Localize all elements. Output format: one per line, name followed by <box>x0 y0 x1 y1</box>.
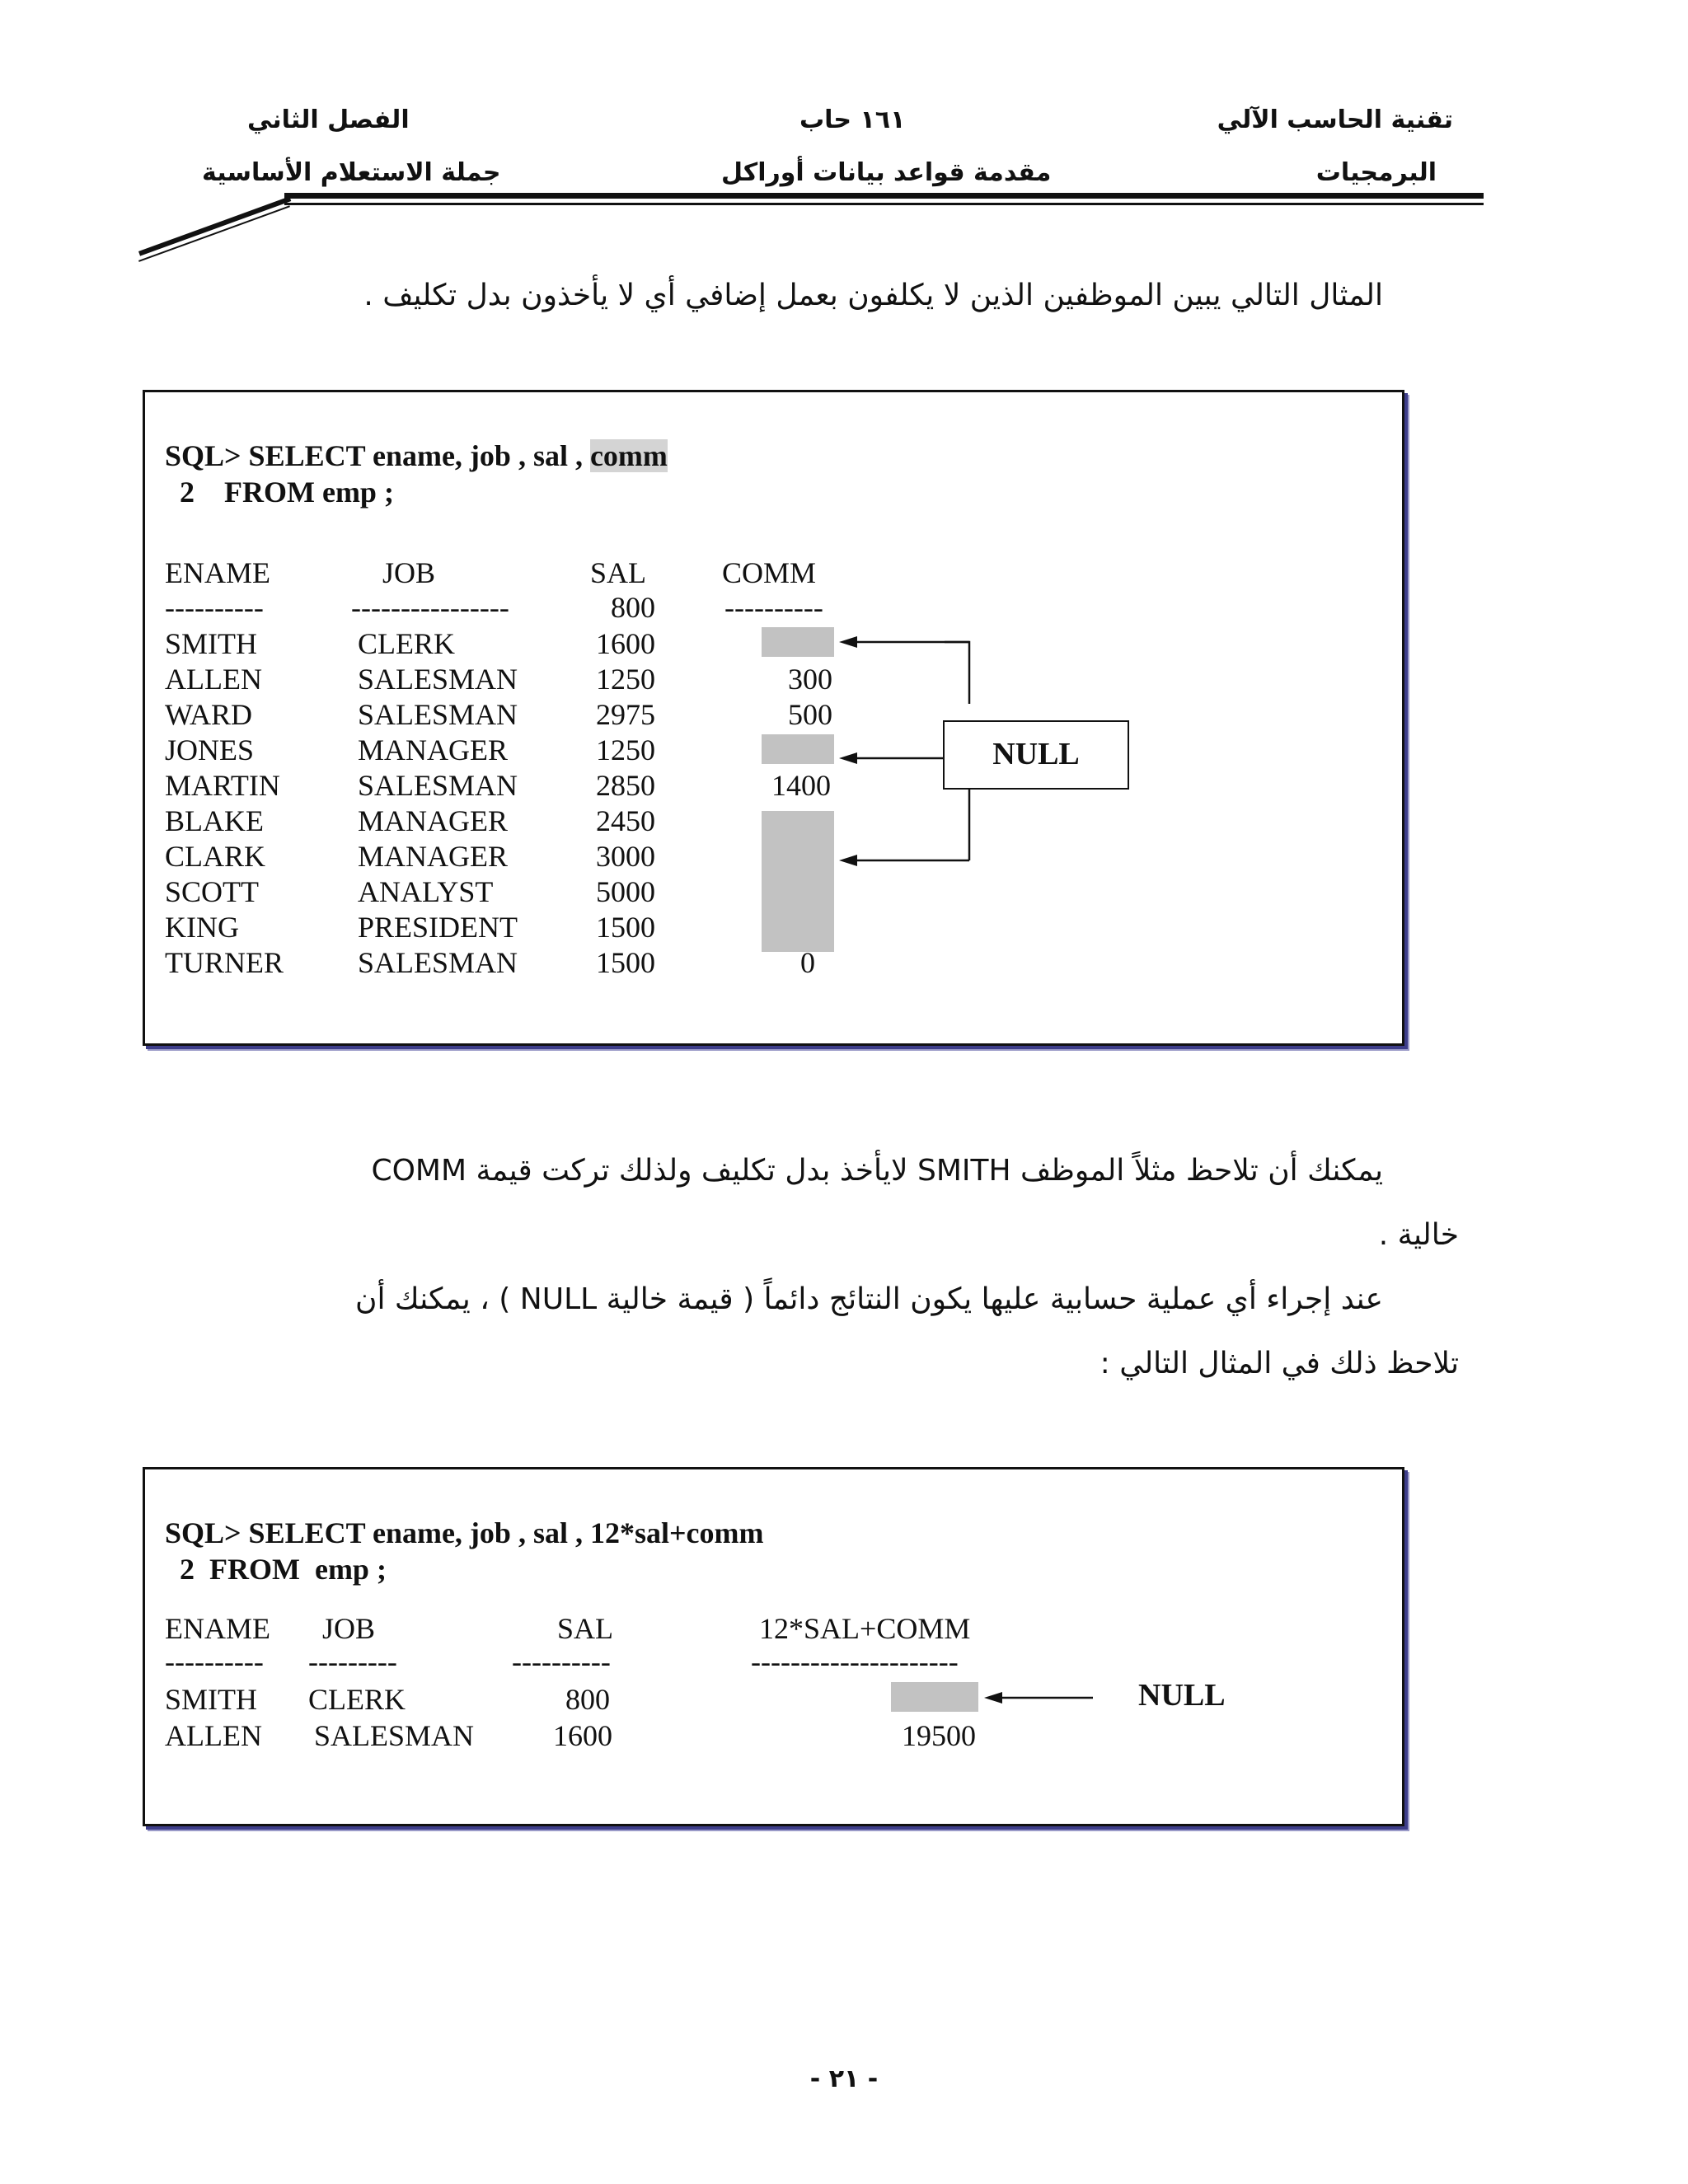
ex2-sep-calc: --------------------- <box>751 1645 959 1678</box>
ex1-sep-sal: 800 <box>611 591 655 624</box>
header-left-top: الفصل الثاني <box>247 105 410 134</box>
paragraph-smith-note-cont: خالية . <box>1378 1218 1459 1252</box>
example1-box: SQL> SELECT ename, job , sal , comm 2 FROM emp ; ENAME JOB SAL COMM ---------- ---------------- 800 ---------- SMITH CLERK 1600 ALLEN SALESMAN 1250 300 WARD SALESMAN 2975 500 JONES MANAGER 1250 MARTIN SALESMAN 2850 1400 BLAKE MANAGER 2450 CLARK MANAGER 3000 SCOTT ANALYST 5000 KING PRESIDENT 1500 TURNER SALESMAN 1500 0 NULL <box>143 390 1404 1046</box>
null-label-calc: NULL <box>1138 1678 1226 1713</box>
ex2-sep-ename: ---------- <box>165 1645 264 1678</box>
ex1-sep-job: ---------------- <box>351 591 509 624</box>
ex1-header-comm: COMM <box>722 556 817 589</box>
paragraph-null-arith-cont: تلاحظ ذلك في المثال التالي : <box>1100 1347 1459 1380</box>
page-number: - ٢١ - <box>809 2064 879 2093</box>
ex1-sep-ename: ---------- <box>165 591 264 624</box>
comm-highlight: comm <box>589 439 668 472</box>
header-slash-thin <box>138 205 290 262</box>
paragraph-smith-note: يمكنك أن تلاحظ مثلاً الموظف SMITH لايأخذ بدل تكليف ولذلك تركت قيمة COMM <box>371 1154 1383 1188</box>
header-right-bottom: البرمجيات <box>1315 158 1437 187</box>
header-center-top: ١٦١ حاب <box>799 105 906 134</box>
example2-sql-line1: SQL> SELECT ename, job , sal , 12*sal+comm <box>165 1516 764 1549</box>
null-arrow-calc <box>145 1469 1402 1824</box>
null-arrows <box>145 392 1402 1043</box>
null-label-box: NULL <box>943 720 1129 790</box>
ex2-header-sal: SAL <box>557 1612 614 1645</box>
example2-sql-line2: 2 FROM emp ; <box>165 1553 387 1586</box>
ex2-header-calc: 12*SAL+COMM <box>759 1612 971 1645</box>
ex1-header-ename: ENAME <box>165 556 270 589</box>
ex2-header-ename: ENAME <box>165 1612 270 1645</box>
ex1-header-sal: SAL <box>590 556 647 589</box>
header-rule-thick <box>284 193 1484 199</box>
example1-sql-line2: 2 FROM emp ; <box>165 476 394 509</box>
header-left-bottom: جملة الاستعلام الأساسية <box>202 158 501 187</box>
header-rule-thin <box>284 203 1484 205</box>
ex1-sep-comm: ---------- <box>724 591 823 624</box>
header-right-top: تقنية الحاسب الآلي <box>1217 105 1453 134</box>
header-slash <box>138 196 291 255</box>
example2-box: SQL> SELECT ename, job , sal , 12*sal+comm 2 FROM emp ; ENAME JOB SAL 12*SAL+COMM ---------- --------- ---------- --------------------- SMITH CLERK 800 ALLEN SALESMAN 1600 19500 NULL <box>143 1467 1404 1826</box>
example1-sql-line1: SQL> SELECT ename, job , sal , comm <box>165 439 668 472</box>
ex2-header-job: JOB <box>322 1612 376 1645</box>
ex1-header-job: JOB <box>382 556 436 589</box>
paragraph-null-arith: عند إجراء أي عملية حسابية عليها يكون النتائج دائماً ( قيمة خالية NULL ) ، يمكنك أن <box>355 1282 1383 1316</box>
header-center-bottom: مقدمة قواعد بيانات أوراكل <box>721 158 1052 187</box>
ex2-sep-sal: ---------- <box>512 1645 611 1678</box>
intro-paragraph: المثال التالي يبين الموظفين الذين لا يكلفون بعمل إضافي أي لا يأخذون بدل تكليف . <box>363 279 1383 312</box>
ex2-sep-job: --------- <box>308 1645 397 1678</box>
